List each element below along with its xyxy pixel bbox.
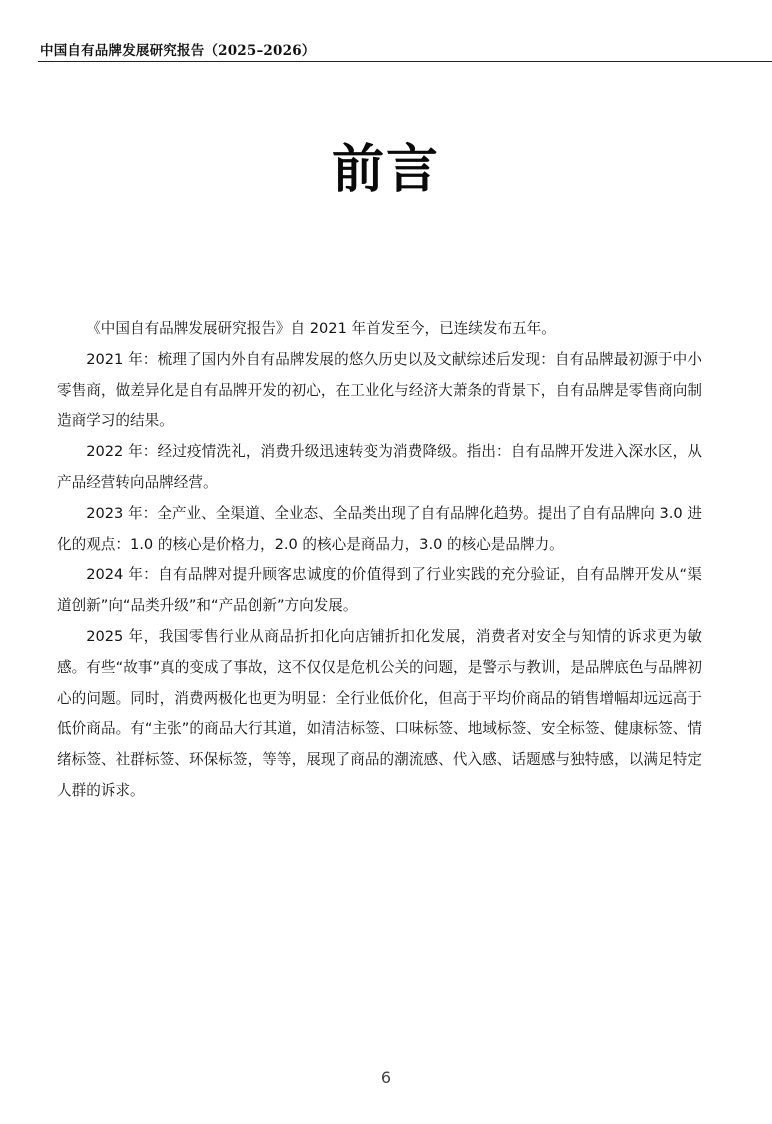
page-number: 6: [380, 1068, 392, 1087]
paragraph-2021: 2021 年：梳理了国内外自有品牌发展的悠久历史以及文献综述后发现：自有品牌最初源于中小零售商，做差异化是自有品牌开发的初心，在工业化与经济大萧条的背景下，自有品牌是零售商向制造商学习的结果。: [57, 350, 702, 430]
running-header: 中国自有品牌发展研究报告（2025–2026）: [40, 43, 316, 59]
paragraph-2024: 2024 年：自有品牌对提升顾客忠诚度的价值得到了行业实践的充分验证，自有品牌开发从“渠道创新”向“品类升级”和“产品创新”方向发展。: [57, 566, 702, 615]
paragraph-intro: 《中国自有品牌发展研究报告》自 2021 年首发至今，已连续发布五年。: [86, 320, 556, 337]
paragraph-2025: 2025 年，我国零售行业从商品折扣化向店铺折扣化发展，消费者对安全与知情的诉求更为敏感。有些“故事”真的变成了事故，这不仅仅是危机公关的问题，是警示与教训，是品牌底色与品牌初心的问题。同时，消费两极化也更为明显：全行业低价化，但高于平均价商品的销售增幅却远远高于低价商品。有“主张”的商品大行其道，如清洁标签、口味标签、地域标签、安全标签、健康标签、情绪标签、社群标签、环保标签，等等，展现了商品的潮流感、代入感、话题感与独特感，以满足特定人群的诉求。: [57, 627, 702, 799]
paragraph-2023: 2023 年：全产业、全渠道、全业态、全品类出现了自有品牌化趋势。提出了自有品牌向 3.0 进化的观点：1.0 的核心是价格力，2.0 的核心是商品力，3.0 的核心是品牌力。: [57, 504, 702, 553]
paragraph-2022: 2022 年：经过疫情洗礼，消费升级迅速转变为消费降级。指出：自有品牌开发进入深水区，从产品经营转向品牌经营。: [57, 443, 702, 491]
preface-body: [57, 314, 702, 807]
page-title: 前言: [331, 140, 440, 200]
header-divider: [38, 61, 772, 62]
